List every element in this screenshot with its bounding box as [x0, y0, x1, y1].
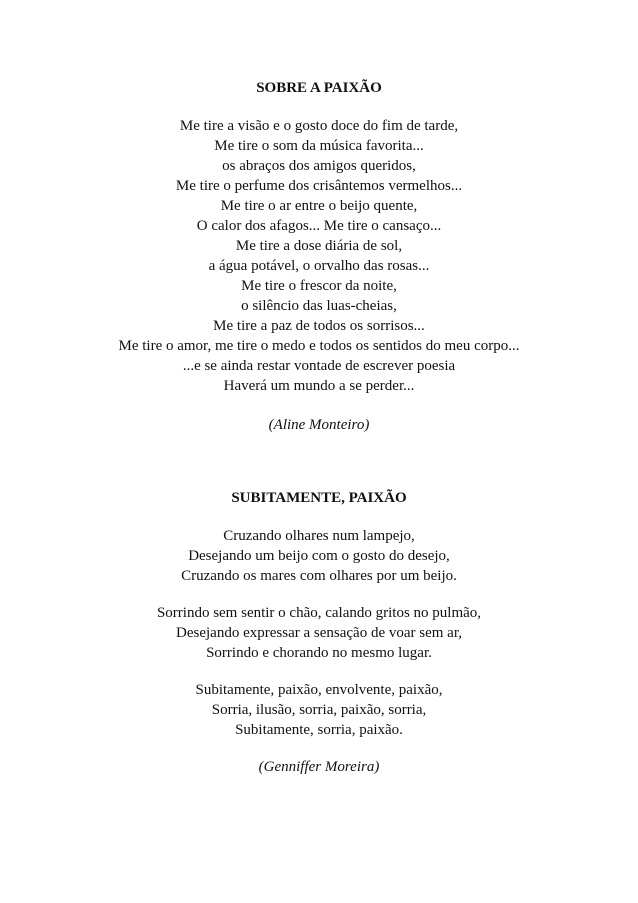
poem-line: Subitamente, sorria, paixão. — [235, 722, 403, 738]
poem-line: O calor dos afagos... Me tire o cansaço... — [196, 218, 442, 234]
poem-line: Subitamente, paixão, envolvente, paixão, — [195, 682, 443, 698]
poem-line: Me tire o frescor da noite, — [241, 278, 397, 294]
poem-line: os abraços dos amigos queridos, — [222, 158, 416, 174]
poem-line: Cruzando olhares num lampejo, — [223, 528, 415, 544]
poem-stanzas — [100, 526, 538, 740]
poem-line: o silêncio das luas-cheias, — [241, 298, 397, 314]
poem-line: Me tire a visão e o gosto doce do fim de tarde, — [179, 118, 459, 134]
poem-line: Cruzando os mares com olhares por um beijo. — [181, 568, 457, 584]
poem-title: SOBRE A PAIXÃO — [256, 80, 382, 96]
poem-line: Me tire o amor, me tire o medo e todos os sentidos do meu corpo... — [118, 338, 520, 354]
poem-line: Sorrindo sem sentir o chão, calando gritos no pulmão, — [156, 605, 482, 621]
poem-stanza — [100, 603, 538, 663]
poem-stanza — [100, 680, 538, 740]
poem-title: SUBITAMENTE, PAIXÃO — [231, 490, 407, 506]
poem-author: (Aline Monteiro) — [268, 417, 370, 433]
poem-line: ...e se ainda restar vontade de escrever poesia — [182, 358, 456, 374]
poem-line: Me tire o ar entre o beijo quente, — [220, 198, 418, 214]
poem-line: Me tire a dose diária de sol, — [235, 238, 403, 254]
poem-sobre-a-paixao — [100, 78, 538, 435]
poem-author: (Genniffer Moreira) — [258, 759, 380, 775]
poem-line: Me tire o perfume dos crisântemos vermelhos... — [175, 178, 463, 194]
poem-stanza — [100, 526, 538, 586]
poem-line: Desejando expressar a sensação de voar sem ar, — [176, 625, 462, 641]
poem-line: Me tire a paz de todos os sorrisos... — [213, 318, 425, 334]
poem-line: Desejando um beijo com o gosto do desejo, — [188, 548, 450, 564]
poem-line: Sorrindo e chorando no mesmo lugar. — [206, 645, 432, 661]
poem-line: a água potável, o orvalho das rosas... — [208, 258, 430, 274]
poem-line: Sorria, ilusão, sorria, paixão, sorria, — [211, 702, 427, 718]
poem-lines — [100, 116, 538, 396]
poem-line: Me tire o som da música favorita... — [214, 138, 424, 154]
poem-subitamente-paixao — [100, 488, 538, 777]
poem-line: Haverá um mundo a se perder... — [223, 378, 415, 394]
